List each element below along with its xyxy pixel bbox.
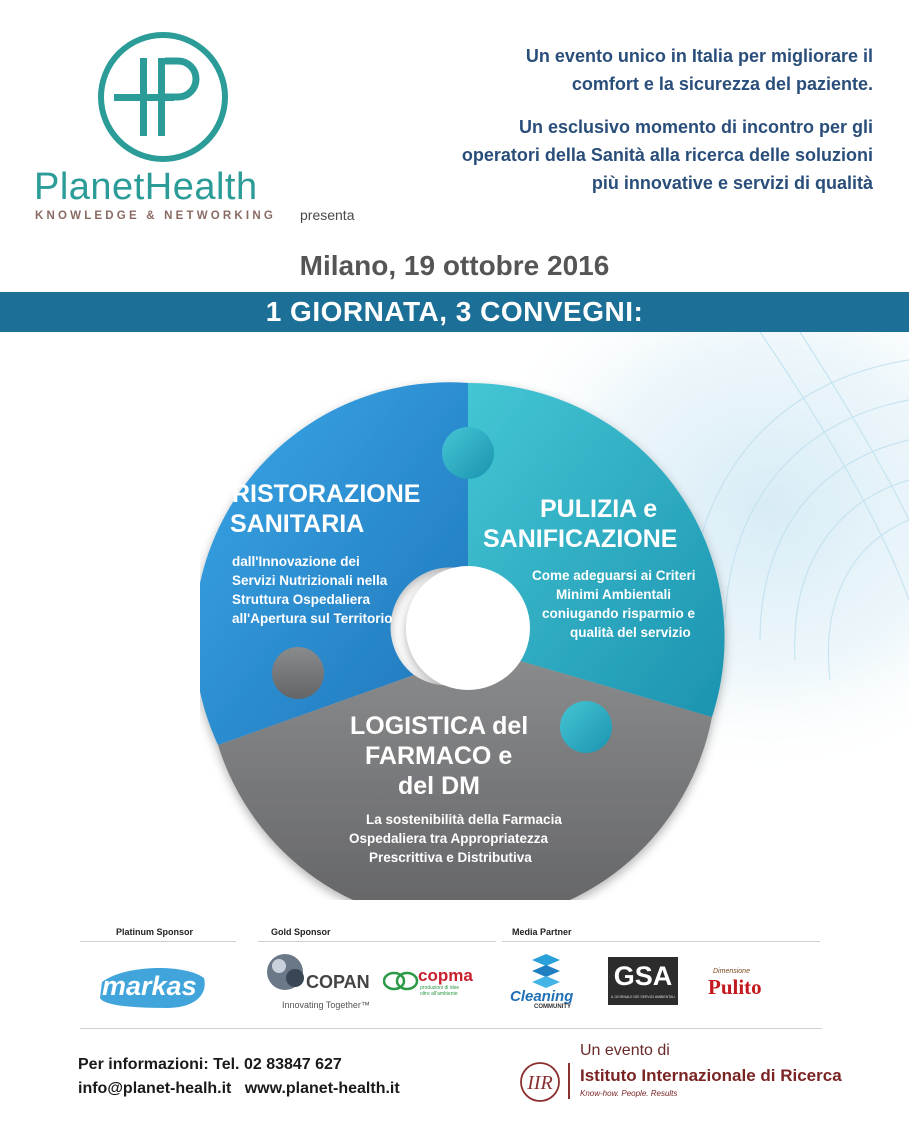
markas-logo: [96, 964, 210, 1010]
intro-line-1: Un evento unico in Italia per migliorare il: [525, 46, 873, 66]
organizer-intro: Un evento di: [580, 1042, 670, 1059]
ristorazione-title-2: SANITARIA: [230, 510, 365, 538]
copan-logo-icon: [265, 952, 309, 992]
headline-text: 1 GIORNATA, 3 CONVEGNI:: [265, 296, 644, 327]
media-partner-label: Media Partner: [512, 927, 572, 937]
iir-divider: [568, 1063, 570, 1099]
contact-phone: Per informazioni: Tel. 02 83847 627: [78, 1056, 342, 1073]
copma-sub-1: produzioni di idee: [420, 985, 460, 991]
copma-name: copma: [418, 966, 473, 985]
ristorazione-desc-2: Servizi Nutrizionali nella: [232, 573, 388, 588]
pulizia-title-2: SANIFICAZIONE: [483, 525, 678, 553]
gsa-sub: IL GIORNALE DEI SERVIZI AMBIENTALI: [610, 995, 676, 999]
pulizia-desc-2: Minimi Ambientali: [556, 587, 672, 602]
ristorazione-desc-3: Struttura Ospedaliera: [232, 592, 371, 607]
ristorazione-desc-4: all'Apertura sul Territorio: [232, 611, 393, 626]
intro-line-4: operatori della Sanità alla ricerca delle soluzioni: [461, 145, 873, 165]
markas-text: markas: [102, 971, 197, 1001]
headline-banner: [0, 292, 909, 332]
footer-divider: [80, 1028, 822, 1029]
copan-tagline: Innovating Together™: [282, 1000, 370, 1010]
svg-text:IIR: IIR: [527, 1072, 553, 1094]
logistica-title-3: del DM: [398, 772, 480, 800]
platinum-sponsor-label: Platinum Sponsor: [116, 927, 194, 937]
pulizia-desc-1: Come adeguarsi ai Criteri: [532, 568, 696, 583]
logistica-title-1: LOGISTICA del: [350, 712, 529, 740]
copan-name: COPAN: [306, 972, 370, 992]
contact-links[interactable]: info@planet-healh.it www.planet-health.it: [78, 1080, 400, 1097]
pulito-name: Pulito: [708, 975, 762, 999]
cleaning-community-icon: [526, 950, 566, 990]
cleaning-community-name: Cleaning: [510, 988, 574, 1005]
gold-divider: [258, 941, 496, 942]
intro-line-3: Un esclusivo momento di incontro per gli: [518, 117, 873, 137]
planethealth-logo-icon: [96, 30, 230, 164]
iir-logo-icon: [512, 1060, 568, 1104]
logistica-desc-2: Ospedaliera tra Appropriatezza: [349, 831, 549, 846]
logistica-desc-3: Prescrittiva e Distributiva: [369, 850, 532, 865]
brand-tagline: KNOWLEDGE & NETWORKING: [35, 210, 276, 222]
copma-logo-icon: [383, 970, 419, 992]
media-divider: [502, 941, 820, 942]
ristorazione-desc-1: dall'Innovazione dei: [232, 554, 360, 569]
cleaning-community-sub: COMMUNITY: [534, 1004, 571, 1010]
organizer-tagline: Know-how. People. Results: [580, 1089, 678, 1098]
gold-sponsor-label: Gold Sponsor: [271, 927, 331, 937]
event-date: Milano, 19 ottobre 2016: [299, 250, 610, 281]
brand-name: PlanetHealth: [34, 166, 258, 208]
pulizia-desc-4: qualità del servizio: [570, 625, 691, 640]
presents-label: presenta: [300, 207, 355, 223]
organizer-name: Istituto Internazionale di Ricerca: [580, 1066, 842, 1085]
ristorazione-title-1: RISTORAZIONE: [232, 480, 421, 508]
pulito-prefix: Dimensione: [713, 968, 750, 975]
logistica-desc-1: La sostenibilità della Farmacia: [366, 812, 562, 827]
intro-line-2: comfort e la sicurezza del paziente.: [571, 74, 873, 94]
pulizia-desc-3: coniugando risparmio e: [542, 606, 696, 621]
pulizia-title-1: PULIZIA e: [540, 495, 658, 523]
platinum-divider: [80, 941, 236, 942]
copma-sub-2: oltre all'ambiente: [420, 991, 458, 997]
gsa-logo: [608, 957, 678, 1005]
intro-line-5: più innovative e servizi di qualità: [591, 173, 873, 193]
gsa-text: GSA: [613, 961, 673, 991]
logistica-title-2: FARMACO e: [365, 742, 513, 770]
